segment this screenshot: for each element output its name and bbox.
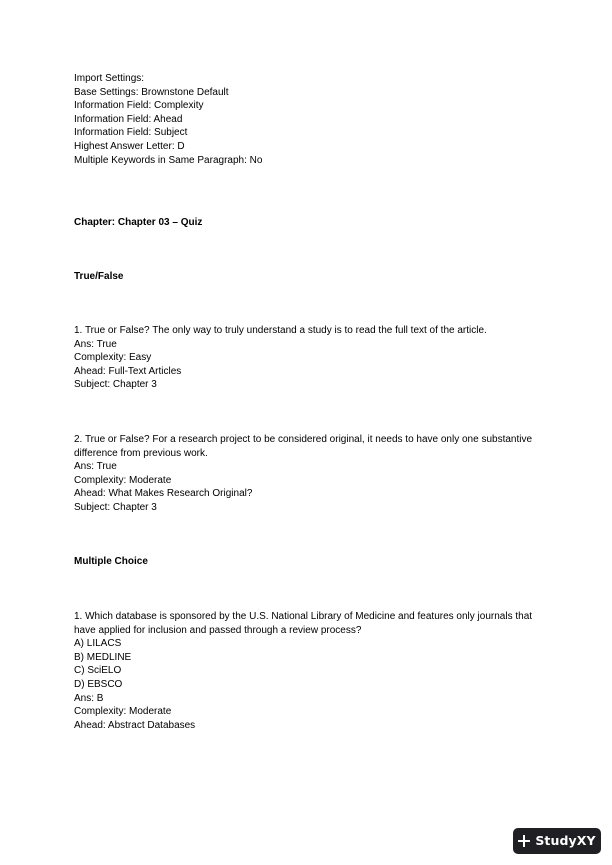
answer-option-a: A) LILACS [74,638,122,650]
section-heading-true-false [74,270,554,284]
question-complexity: Complexity: Easy [74,352,152,364]
settings-line: Import Settings: [74,73,145,84]
answer-option-d: D) EBSCO [74,678,123,690]
question-complexity: Complexity: Moderate [74,706,172,718]
question-answer: Ans: True [74,338,117,350]
section-title: Multiple Choice [74,556,148,567]
studyxy-logo-badge[interactable] [513,828,601,854]
question-subject: Subject: Chapter 3 [74,379,157,391]
section-title: True/False [74,271,124,282]
settings-line: Information Field: Ahead [74,113,183,125]
brand-prefix: Study [535,833,577,849]
settings-line: Multiple Keywords in Same Paragraph: No [74,154,263,166]
chapter-title: Chapter: Chapter 03 – Quiz [74,217,203,228]
question-ahead: Ahead: Full-Text Articles [74,365,182,377]
question-text: 2. True or False? For a research project to be considered original, it needs to have only one substantive difference from previous work. [74,434,533,459]
question-text: 1. True or False? The only way to truly understand a study is to read the full text of the article. [74,325,487,336]
import-settings [74,72,554,167]
brand-name [535,834,595,848]
brand-suffix: XY [576,833,596,849]
settings-line: Base Settings: Brownstone Default [74,86,229,98]
question-ahead: Ahead: Abstract Databases [74,719,196,731]
chapter-heading [74,216,554,230]
question-answer: Ans: True [74,461,117,473]
answer-option-c: C) SciELO [74,665,122,677]
tf-question-1 [74,324,554,392]
tf-question-2 [74,433,554,515]
section-heading-multiple-choice [74,555,554,569]
question-text: 1. Which database is sponsored by the U.S. National Library of Medicine and features only journals that have applied for inclusion and passed through a review process? [74,611,533,636]
question-subject: Subject: Chapter 3 [74,501,157,513]
question-complexity: Complexity: Moderate [74,474,172,486]
mc-question-1 [74,610,554,732]
plus-icon [518,835,530,847]
question-answer: Ans: B [74,692,104,704]
settings-line: Highest Answer Letter: D [74,140,185,152]
answer-option-b: B) MEDLINE [74,651,132,663]
settings-line: Information Field: Complexity [74,100,204,112]
settings-line: Information Field: Subject [74,127,188,139]
question-ahead: Ahead: What Makes Research Original? [74,488,253,500]
